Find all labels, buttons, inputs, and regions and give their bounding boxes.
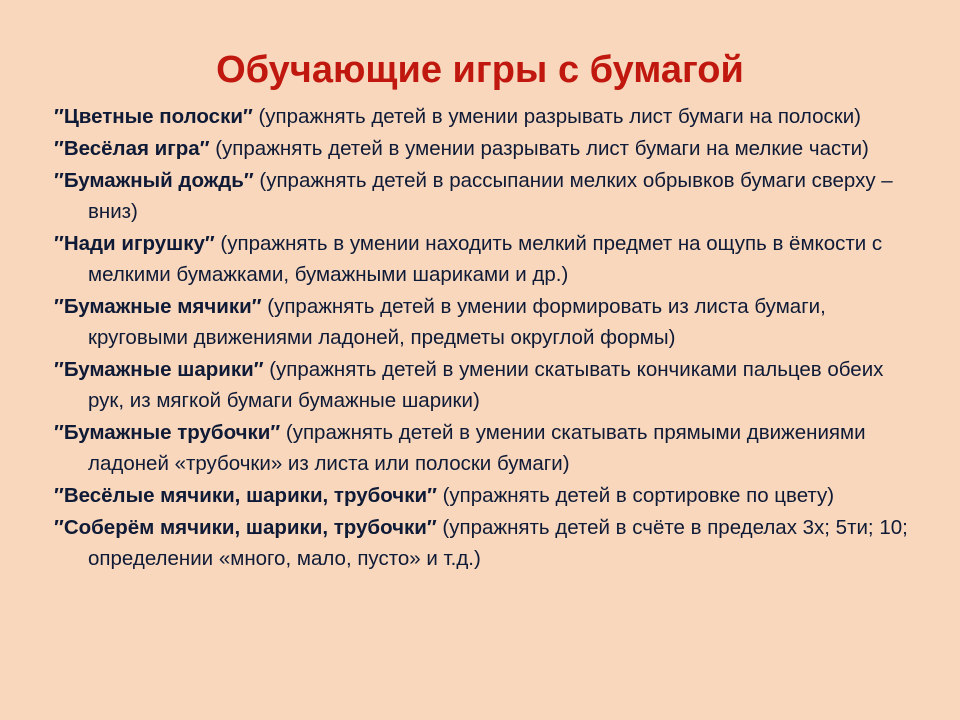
game-name: ″Весёлые мячики, шарики, трубочки″	[54, 484, 437, 507]
game-name: ″Весёлая игра″	[54, 137, 210, 160]
game-description: (упражнять детей в сортировке по цвету)	[436, 484, 835, 507]
list-item	[54, 165, 924, 227]
list-item	[54, 354, 924, 416]
game-name: ″Нади игрушку″	[54, 232, 215, 255]
game-name: ″Соберём мячики, шарики, трубочки″	[54, 516, 437, 539]
game-description: (упражнять детей в рассыпании мелких обрывков бумаги сверху – вниз)	[88, 169, 893, 223]
game-description: (упражнять в умении находить мелкий предмет на ощупь в ёмкости с мелкими бумажками, бумажными шариками и др.)	[88, 232, 883, 286]
game-description: (упражнять детей в умении скатывать кончиками пальцев обеих рук, из мягкой бумаги бумажные шарики)	[88, 358, 884, 412]
list-item	[54, 228, 924, 290]
list-item	[54, 480, 924, 511]
list-item	[54, 291, 924, 353]
game-name: ″Бумажные трубочки″	[54, 421, 281, 444]
game-name: ″Бумажные мячики″	[54, 295, 262, 318]
list-item	[54, 133, 924, 164]
games-list	[54, 101, 924, 575]
list-item	[54, 512, 924, 574]
slide-title: Обучающие игры с бумагой	[216, 49, 744, 91]
game-name: ″Бумажные шарики″	[54, 358, 264, 381]
game-description: (упражнять детей в умении разрывать лист бумаги на мелкие части)	[209, 137, 869, 160]
game-description: (упражнять детей в умении разрывать лист бумаги на полоски)	[252, 105, 861, 128]
game-description: (упражнять детей в умении скатывать прямыми движениями ладоней «трубочки» из листа или полоски бумаги)	[88, 421, 866, 475]
game-description: (упражнять детей в умении формировать из листа бумаги, круговыми движениями ладоней, предметы округлой формы)	[88, 295, 826, 349]
list-item	[54, 417, 924, 479]
game-name: ″Цветные полоски″	[54, 105, 253, 128]
list-item	[54, 101, 924, 132]
game-description: (упражнять детей в счёте в пределах 3х; 5ти; 10; определении «много, мало, пусто» и т.д.)	[88, 516, 908, 570]
game-name: ″Бумажный дождь″	[54, 169, 254, 192]
